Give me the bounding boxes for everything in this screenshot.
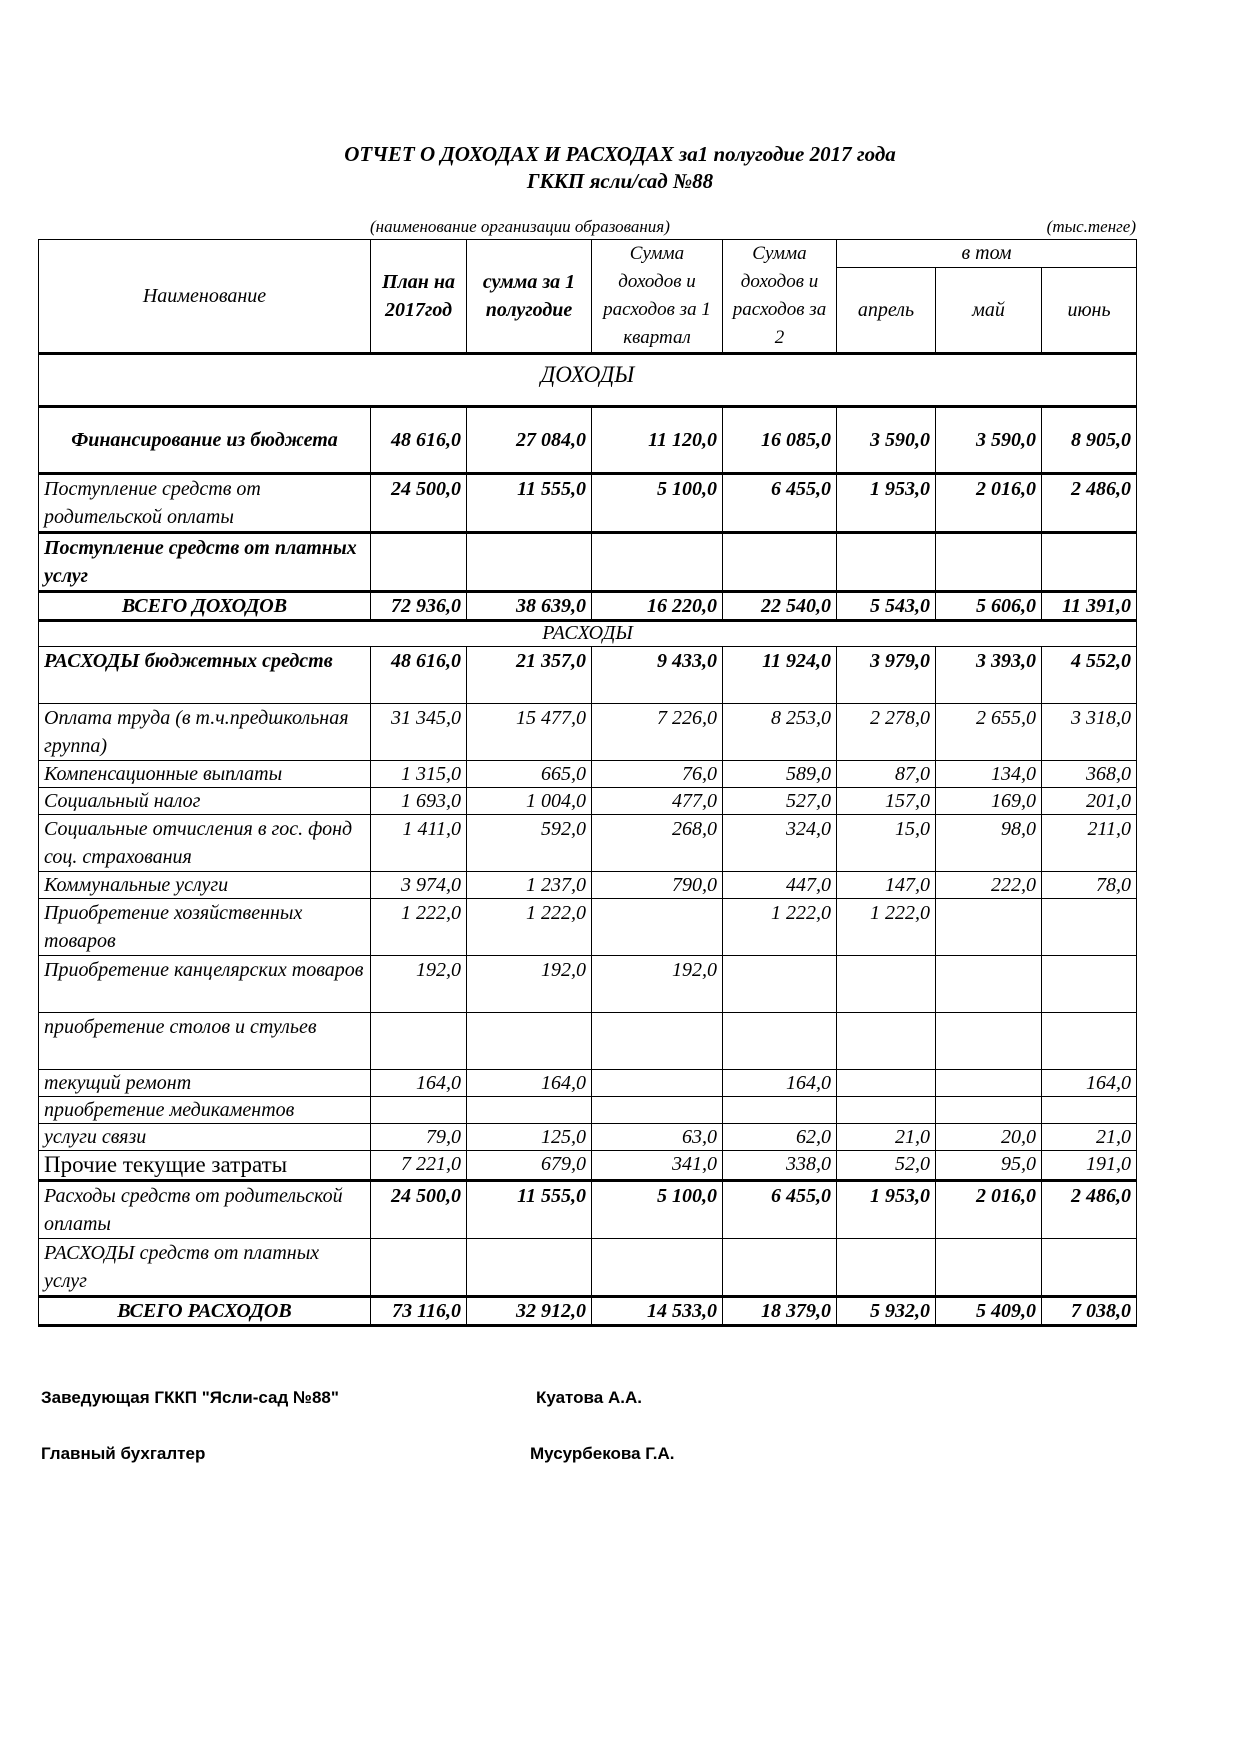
cell-june: 2 486,0 (1042, 474, 1137, 533)
cell-q2: 62,0 (723, 1124, 837, 1151)
header-half-year: сумма за 1 полугодие (467, 240, 592, 354)
cell-april: 1 953,0 (837, 474, 936, 533)
header-including: в том (837, 240, 1137, 268)
row-name: Расходы средств от родительской оплаты (39, 1181, 371, 1239)
cell-april (837, 956, 936, 1013)
table-row (39, 956, 1137, 1013)
cell-may (936, 1239, 1042, 1297)
cell-q1: 7 226,0 (592, 704, 723, 761)
cell-april (837, 1239, 936, 1297)
row-name: Прочие текущие затраты (39, 1151, 371, 1181)
cell-half (467, 1097, 592, 1124)
row-name: Поступление средств от родительской оплаты (39, 474, 371, 533)
cell-plan: 3 974,0 (371, 872, 467, 899)
cell-may (936, 956, 1042, 1013)
section-income (39, 354, 1137, 407)
table-row (39, 704, 1137, 761)
row-name: РАСХОДЫ средств от платных услуг (39, 1239, 371, 1297)
cell-april: 87,0 (837, 761, 936, 788)
cell-q2: 8 253,0 (723, 704, 837, 761)
cell-q1: 16 220,0 (592, 592, 723, 621)
organization-note: (наименование организации образования) (370, 217, 670, 236)
cell-q2: 1 222,0 (723, 899, 837, 956)
cell-half: 1 222,0 (467, 899, 592, 956)
cell-half: 192,0 (467, 956, 592, 1013)
row-name: Компенсационные выплаты (39, 761, 371, 788)
table-row (39, 533, 1137, 592)
cell-may (936, 899, 1042, 956)
cell-q1: 268,0 (592, 815, 723, 872)
row-name: Коммунальные услуги (39, 872, 371, 899)
cell-plan (371, 1013, 467, 1070)
row-name: приобретение медикаментов (39, 1097, 371, 1124)
table-row (39, 1181, 1137, 1239)
section-expenses (39, 621, 1137, 647)
table-row (39, 815, 1137, 872)
cell-april: 3 590,0 (837, 407, 936, 474)
cell-june (1042, 1239, 1137, 1297)
cell-may (936, 1097, 1042, 1124)
row-name: ВСЕГО РАСХОДОВ (39, 1297, 371, 1326)
cell-april (837, 1013, 936, 1070)
report-table (38, 239, 1137, 1327)
cell-half: 11 555,0 (467, 474, 592, 533)
cell-may: 5 409,0 (936, 1297, 1042, 1326)
table-row (39, 1097, 1137, 1124)
header-q1: Сумма доходов и расходов за 1 квартал (592, 240, 723, 354)
cell-june (1042, 899, 1137, 956)
cell-april (837, 1070, 936, 1097)
header-may: май (936, 267, 1042, 353)
cell-half: 11 555,0 (467, 1181, 592, 1239)
table-row-total-expenses (39, 1297, 1137, 1326)
cell-june (1042, 1097, 1137, 1124)
cell-half: 679,0 (467, 1151, 592, 1181)
cell-plan: 72 936,0 (371, 592, 467, 621)
cell-april: 21,0 (837, 1124, 936, 1151)
cell-plan: 79,0 (371, 1124, 467, 1151)
cell-april: 5 932,0 (837, 1297, 936, 1326)
row-name: Оплата труда (в т.ч.предшкольная группа) (39, 704, 371, 761)
cell-may: 98,0 (936, 815, 1042, 872)
accountant-title: Главный бухгалтер (41, 1444, 206, 1463)
cell-june: 201,0 (1042, 788, 1137, 815)
cell-plan: 24 500,0 (371, 1181, 467, 1239)
cell-q1: 11 120,0 (592, 407, 723, 474)
cell-may: 3 393,0 (936, 647, 1042, 704)
cell-plan: 48 616,0 (371, 407, 467, 474)
header-april: апрель (837, 267, 936, 353)
cell-june (1042, 956, 1137, 1013)
cell-june: 164,0 (1042, 1070, 1137, 1097)
cell-q2 (723, 1239, 837, 1297)
cell-half: 592,0 (467, 815, 592, 872)
cell-april (837, 533, 936, 592)
cell-q2: 338,0 (723, 1151, 837, 1181)
cell-april: 157,0 (837, 788, 936, 815)
row-name: Финансирование из бюджета (39, 407, 371, 474)
cell-plan: 1 693,0 (371, 788, 467, 815)
row-name: Поступление средств от платных услуг (39, 533, 371, 592)
cell-plan (371, 1239, 467, 1297)
cell-april: 3 979,0 (837, 647, 936, 704)
cell-half: 665,0 (467, 761, 592, 788)
cell-june (1042, 533, 1137, 592)
row-name: Приобретение хозяйственных товаров (39, 899, 371, 956)
cell-q2: 527,0 (723, 788, 837, 815)
cell-q2: 11 924,0 (723, 647, 837, 704)
cell-april (837, 1097, 936, 1124)
cell-q2: 164,0 (723, 1070, 837, 1097)
table-row (39, 1124, 1137, 1151)
cell-q2: 6 455,0 (723, 1181, 837, 1239)
cell-may (936, 533, 1042, 592)
cell-half (467, 533, 592, 592)
cell-plan: 192,0 (371, 956, 467, 1013)
cell-june: 21,0 (1042, 1124, 1137, 1151)
cell-may (936, 1070, 1042, 1097)
cell-q2: 589,0 (723, 761, 837, 788)
cell-q1 (592, 1070, 723, 1097)
cell-may: 2 016,0 (936, 1181, 1042, 1239)
cell-april: 15,0 (837, 815, 936, 872)
row-name: РАСХОДЫ бюджетных средств (39, 647, 371, 704)
cell-q1 (592, 1013, 723, 1070)
cell-plan: 1 222,0 (371, 899, 467, 956)
cell-half: 38 639,0 (467, 592, 592, 621)
cell-may: 222,0 (936, 872, 1042, 899)
row-name: текущий ремонт (39, 1070, 371, 1097)
row-name: Социальные отчисления в гос. фонд соц. страхования (39, 815, 371, 872)
cell-june: 7 038,0 (1042, 1297, 1137, 1326)
cell-plan: 31 345,0 (371, 704, 467, 761)
cell-q1 (592, 1097, 723, 1124)
cell-half: 32 912,0 (467, 1297, 592, 1326)
cell-half (467, 1013, 592, 1070)
cell-may: 169,0 (936, 788, 1042, 815)
cell-june: 368,0 (1042, 761, 1137, 788)
cell-june: 78,0 (1042, 872, 1137, 899)
cell-q1: 5 100,0 (592, 1181, 723, 1239)
section-expenses-label: РАСХОДЫ (39, 621, 1137, 647)
cell-may: 5 606,0 (936, 592, 1042, 621)
cell-plan: 73 116,0 (371, 1297, 467, 1326)
cell-april: 147,0 (837, 872, 936, 899)
cell-half: 15 477,0 (467, 704, 592, 761)
row-name: услуги связи (39, 1124, 371, 1151)
row-name: Приобретение канцелярских товаров (39, 956, 371, 1013)
table-row (39, 1013, 1137, 1070)
cell-june (1042, 1013, 1137, 1070)
cell-q1 (592, 899, 723, 956)
cell-q2 (723, 1097, 837, 1124)
cell-q2: 18 379,0 (723, 1297, 837, 1326)
cell-q1: 341,0 (592, 1151, 723, 1181)
cell-plan (371, 533, 467, 592)
cell-half: 125,0 (467, 1124, 592, 1151)
cell-plan: 1 411,0 (371, 815, 467, 872)
header-q2: Сумма доходов и расходов за 2 (723, 240, 837, 354)
row-name: приобретение столов и стульев (39, 1013, 371, 1070)
cell-half: 1 237,0 (467, 872, 592, 899)
cell-may: 3 590,0 (936, 407, 1042, 474)
table-header-row-1 (39, 240, 1137, 268)
cell-june: 211,0 (1042, 815, 1137, 872)
cell-half: 164,0 (467, 1070, 592, 1097)
section-income-label: ДОХОДЫ (39, 354, 1137, 407)
cell-plan: 164,0 (371, 1070, 467, 1097)
table-row (39, 872, 1137, 899)
cell-june: 3 318,0 (1042, 704, 1137, 761)
cell-june: 4 552,0 (1042, 647, 1137, 704)
cell-q1 (592, 533, 723, 592)
table-row (39, 1070, 1137, 1097)
cell-q2: 22 540,0 (723, 592, 837, 621)
table-row (39, 474, 1137, 533)
cell-half: 27 084,0 (467, 407, 592, 474)
cell-plan: 48 616,0 (371, 647, 467, 704)
cell-may (936, 1013, 1042, 1070)
table-row (39, 899, 1137, 956)
unit-note: (тыс.тенге) (1046, 217, 1136, 236)
cell-half: 1 004,0 (467, 788, 592, 815)
cell-plan: 7 221,0 (371, 1151, 467, 1181)
cell-plan: 1 315,0 (371, 761, 467, 788)
cell-june: 11 391,0 (1042, 592, 1137, 621)
cell-q1: 477,0 (592, 788, 723, 815)
cell-may: 20,0 (936, 1124, 1042, 1151)
table-row (39, 1151, 1137, 1181)
table-row (39, 788, 1137, 815)
cell-q1: 5 100,0 (592, 474, 723, 533)
cell-q2 (723, 533, 837, 592)
cell-june: 2 486,0 (1042, 1181, 1137, 1239)
cell-april: 1 222,0 (837, 899, 936, 956)
cell-may: 2 655,0 (936, 704, 1042, 761)
header-name: Наименование (39, 240, 371, 354)
row-name: Социальный налог (39, 788, 371, 815)
cell-plan (371, 1097, 467, 1124)
table-row (39, 761, 1137, 788)
cell-q2 (723, 1013, 837, 1070)
cell-q1: 76,0 (592, 761, 723, 788)
accountant-name: Мусурбекова Г.А. (530, 1444, 675, 1463)
head-name: Куатова А.А. (536, 1388, 642, 1407)
table-row (39, 407, 1137, 474)
cell-q1: 9 433,0 (592, 647, 723, 704)
cell-q1: 14 533,0 (592, 1297, 723, 1326)
table-row (39, 1239, 1137, 1297)
cell-april: 5 543,0 (837, 592, 936, 621)
table-row (39, 647, 1137, 704)
cell-q1: 63,0 (592, 1124, 723, 1151)
cell-q2: 16 085,0 (723, 407, 837, 474)
cell-q1: 192,0 (592, 956, 723, 1013)
cell-q2: 324,0 (723, 815, 837, 872)
header-plan: План на 2017год (371, 240, 467, 354)
cell-june: 191,0 (1042, 1151, 1137, 1181)
head-title: Заведующая ГККП "Ясли-сад №88" (41, 1388, 339, 1407)
table-row-total-income (39, 592, 1137, 621)
cell-may: 134,0 (936, 761, 1042, 788)
row-name: ВСЕГО ДОХОДОВ (39, 592, 371, 621)
cell-half (467, 1239, 592, 1297)
cell-q2: 6 455,0 (723, 474, 837, 533)
cell-q1: 790,0 (592, 872, 723, 899)
cell-april: 1 953,0 (837, 1181, 936, 1239)
cell-june: 8 905,0 (1042, 407, 1137, 474)
cell-may: 2 016,0 (936, 474, 1042, 533)
cell-q1 (592, 1239, 723, 1297)
cell-half: 21 357,0 (467, 647, 592, 704)
cell-april: 2 278,0 (837, 704, 936, 761)
report-subtitle: ГККП ясли/сад №88 (526, 169, 714, 193)
cell-may: 95,0 (936, 1151, 1042, 1181)
report-title: ОТЧЕТ О ДОХОДАХ И РАСХОДАХ за1 полугодие 2017 года (344, 142, 896, 166)
header-june: июнь (1042, 267, 1137, 353)
cell-april: 52,0 (837, 1151, 936, 1181)
cell-plan: 24 500,0 (371, 474, 467, 533)
cell-q2: 447,0 (723, 872, 837, 899)
cell-q2 (723, 956, 837, 1013)
